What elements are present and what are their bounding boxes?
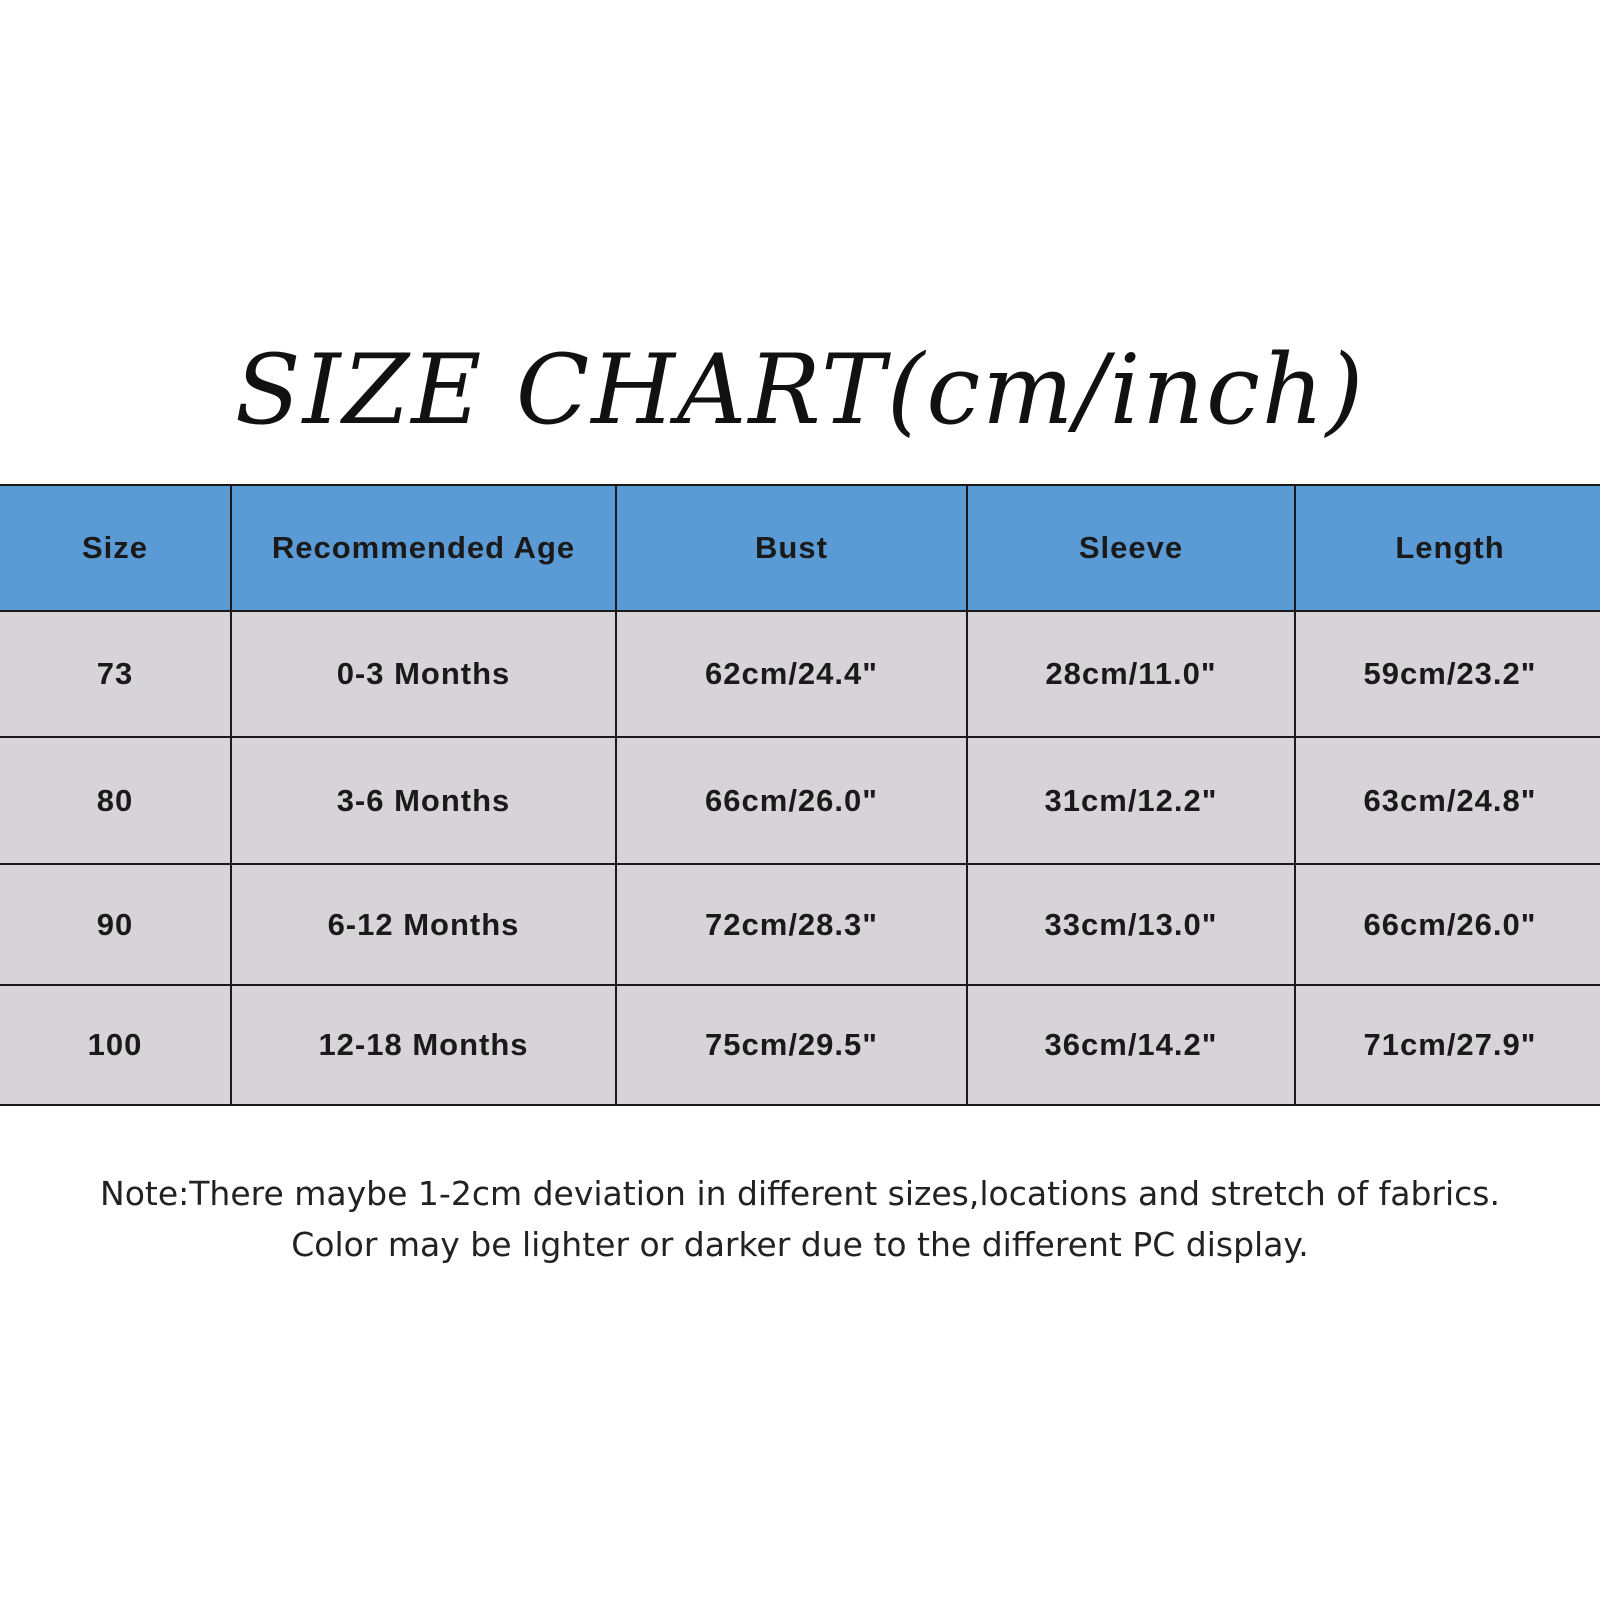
header-sleeve: Sleeve [967, 485, 1295, 611]
cell-length: 71cm/27.9" [1295, 985, 1600, 1105]
note-line-2: Color may be lighter or darker due to the different PC display. [291, 1225, 1309, 1264]
cell-bust: 66cm/26.0" [616, 737, 967, 864]
header-recommended-age: Recommended Age [231, 485, 616, 611]
cell-recommended-age: 0-3 Months [231, 611, 616, 737]
cell-length: 59cm/23.2" [1295, 611, 1600, 737]
cell-sleeve: 31cm/12.2" [967, 737, 1295, 864]
cell-bust: 62cm/24.4" [616, 611, 967, 737]
note-line-1: Note:There maybe 1-2cm deviation in different sizes,locations and stretch of fabrics. [100, 1174, 1500, 1213]
cell-recommended-age: 12-18 Months [231, 985, 616, 1105]
cell-size: 100 [0, 985, 231, 1105]
cell-bust: 75cm/29.5" [616, 985, 967, 1105]
size-table [0, 484, 1600, 1106]
table-row [0, 985, 1600, 1105]
note-text [0, 1168, 1600, 1270]
table-row [0, 611, 1600, 737]
cell-sleeve: 36cm/14.2" [967, 985, 1295, 1105]
table-header-row [0, 485, 1600, 611]
table-row [0, 864, 1600, 985]
header-length: Length [1295, 485, 1600, 611]
cell-recommended-age: 3-6 Months [231, 737, 616, 864]
page-title: SIZE CHART(cm/inch) [234, 334, 1366, 446]
header-bust: Bust [616, 485, 967, 611]
cell-size: 73 [0, 611, 231, 737]
cell-bust: 72cm/28.3" [616, 864, 967, 985]
table-row [0, 737, 1600, 864]
cell-size: 80 [0, 737, 231, 864]
cell-recommended-age: 6-12 Months [231, 864, 616, 985]
cell-length: 63cm/24.8" [1295, 737, 1600, 864]
cell-size: 90 [0, 864, 231, 985]
header-size: Size [0, 485, 231, 611]
cell-sleeve: 28cm/11.0" [967, 611, 1295, 737]
cell-sleeve: 33cm/13.0" [967, 864, 1295, 985]
cell-length: 66cm/26.0" [1295, 864, 1600, 985]
